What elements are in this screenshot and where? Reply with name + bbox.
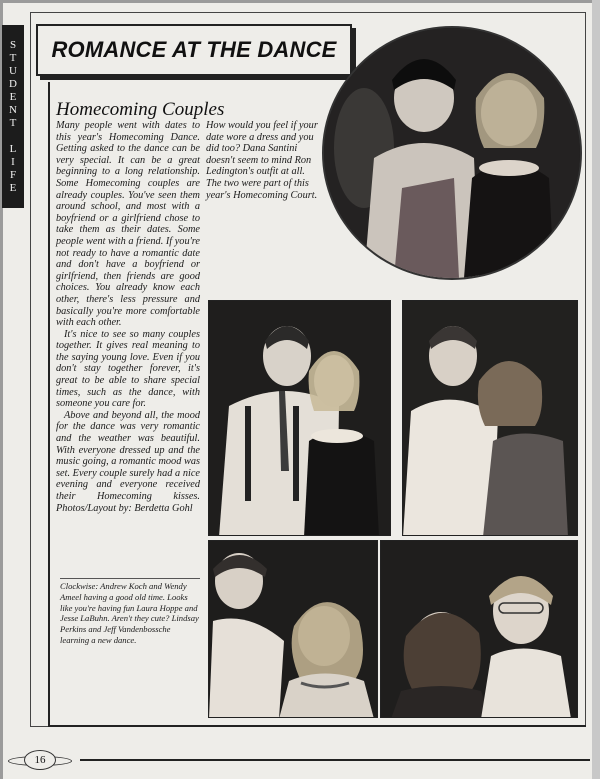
footer-line [80, 759, 590, 761]
article-subtitle: Homecoming Couples [56, 99, 225, 120]
body-paragraph: Above and beyond all, the mood for the dance was very romantic and the weather was beautiful. With everyone dressed up and the music going, a romantic mood was set. Every couple surely had a nice evening and everyone received their Homecoming kisses. Photos/Layout by: Berdetta Gohl [56, 409, 200, 514]
page-title: ROMANCE AT THE DANCE [51, 37, 337, 62]
couple-3-illustration [209, 541, 378, 718]
photo-caption: Clockwise: Andrew Koch and Wendy Ameel having a good old time. Looks like you're having fun Laura Hoppe and Jesse LaBuhn. Aren't they cute? Lindsay Perkins and Jeff Vandenbossche learning a new dance. [60, 578, 200, 646]
section-tab-label: STUDENT LIFE [7, 38, 19, 195]
body-column-2 [206, 120, 322, 201]
photo-couple-3 [208, 540, 378, 718]
couple-2-illustration [403, 301, 578, 536]
title-banner [36, 24, 352, 76]
body-paragraph: It's nice to see so many couples together. It gives real meaning to the saying young love. Even if you don't stay together forever, it's great to be able to share special times, such as the dance, with someone you care for. [56, 328, 200, 410]
photo-couple-2 [402, 300, 578, 536]
right-edge [592, 0, 600, 779]
photo-couple-4 [380, 540, 578, 718]
body-column-1 [56, 120, 200, 514]
body-paragraph: Many people went with dates to this year's Homecoming Dance. Getting asked to the dance can be very special. It can be a great beginning to a long relationship. Some Homecoming couples are already couples. You've seen them around school, and most with a boyfriend or a girlfriend chose to take them as their dates. Some people went with a friend. If you're not ready to have a romantic date and don't have a boyfriend or girlfriend, then friends are good choices. You already know each other, there's less pressure and basically you're more comfortable with each other. [56, 120, 200, 329]
couple-4-illustration [381, 541, 578, 718]
photo-couple-1 [208, 300, 391, 536]
page-number: 16 [24, 750, 56, 770]
top-edge [0, 0, 600, 3]
body-paragraph: How would you feel if your date wore a dress and you did too? Dana Santini doesn't seem to mind Ron Ledington's outfit at all. The two were part of this year's Homecoming Court. [206, 120, 318, 201]
couple-1-illustration [209, 301, 391, 536]
section-tab [2, 25, 24, 208]
couple-photo-illustration [324, 28, 580, 278]
circle-photo [322, 26, 582, 280]
